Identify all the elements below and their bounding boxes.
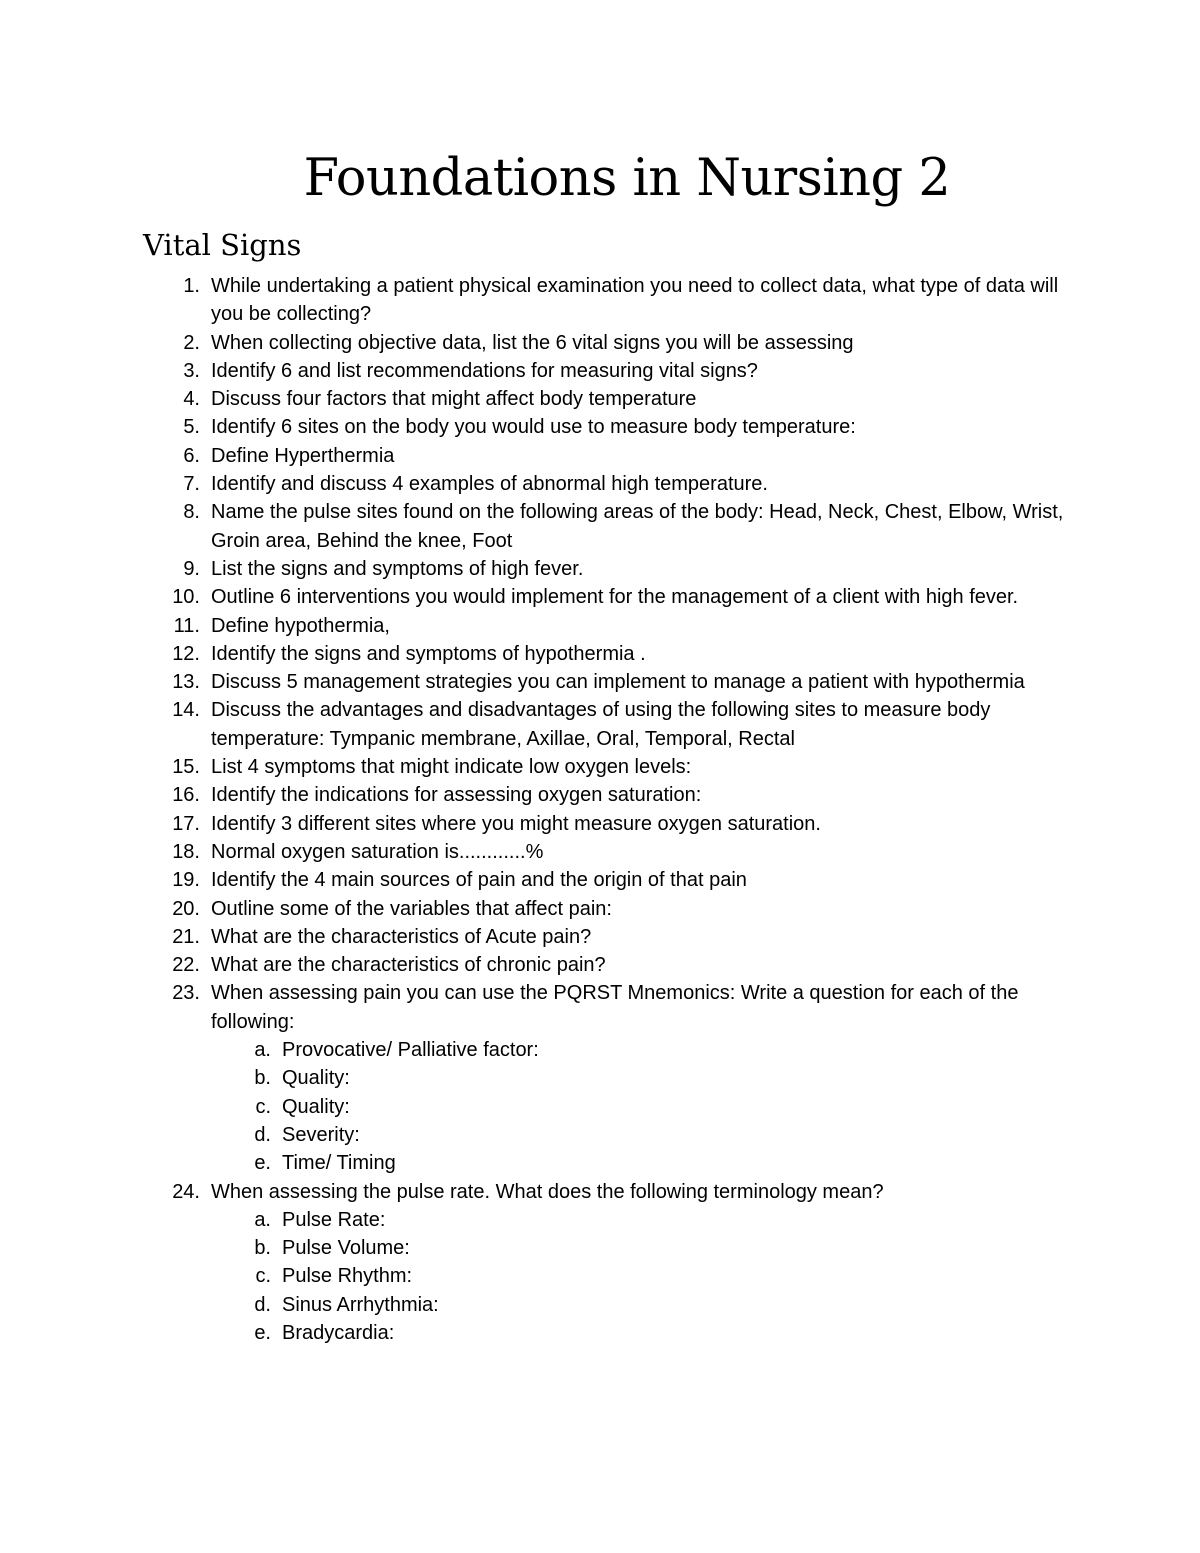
question-item <box>0 838 1071 866</box>
sub-question-item <box>0 1036 1071 1064</box>
sub-question-letter: d. <box>254 1123 271 1146</box>
sub-question-letter: e. <box>254 1152 271 1175</box>
sub-question-item <box>0 1093 1071 1121</box>
question-text: Discuss 5 management strategies you can implement to manage a patient with hypothermia <box>211 671 1025 694</box>
question-number: 14. <box>172 699 200 722</box>
question-number: 9. <box>183 557 200 580</box>
question-item <box>0 583 1071 611</box>
question-item <box>0 866 1071 894</box>
sub-question-text: Pulse Rhythm: <box>282 1265 413 1288</box>
question-item <box>0 329 1071 357</box>
section-heading: Vital Signs <box>143 228 302 262</box>
question-item <box>0 696 1071 753</box>
question-text: List the signs and symptoms of high fever. <box>211 557 584 580</box>
question-text: What are the characteristics of Acute pain? <box>211 925 592 948</box>
question-text: Identify the signs and symptoms of hypothermia . <box>211 642 646 665</box>
question-text: Define Hyperthermia <box>211 444 395 467</box>
question-number: 23. <box>172 982 200 1005</box>
sub-question-letter: c. <box>255 1095 271 1118</box>
sub-question-item <box>0 1262 1071 1290</box>
question-number: 6. <box>183 444 200 467</box>
sub-question-text: Pulse Volume: <box>282 1237 410 1260</box>
question-number: 18. <box>172 840 200 863</box>
question-item <box>0 895 1071 923</box>
sub-question-list <box>211 1036 1071 1177</box>
question-item <box>0 810 1071 838</box>
question-text: Identify 6 sites on the body you would use to measure body temperature: <box>211 416 856 439</box>
question-text: Identify and discuss 4 examples of abnormal high temperature. <box>211 473 768 496</box>
question-text: Discuss the advantages and disadvantages of using the following sites to measure body temperature: Tympanic membrane, Axillae, Oral, Temporal, Rectal <box>211 699 991 750</box>
sub-question-text: Quality: <box>282 1067 350 1090</box>
sub-question-text: Sinus Arrhythmia: <box>282 1293 439 1316</box>
question-number: 21. <box>172 925 200 948</box>
question-item <box>0 555 1071 583</box>
question-item <box>0 498 1071 555</box>
question-item <box>0 979 1071 1177</box>
question-text: Identify the indications for assessing oxygen saturation: <box>211 784 702 807</box>
question-text: Identify 3 different sites where you might measure oxygen saturation. <box>211 812 821 835</box>
question-text: Define hypothermia, <box>211 614 390 637</box>
question-item <box>0 923 1071 951</box>
question-number: 8. <box>183 501 200 524</box>
question-item <box>0 413 1071 441</box>
question-number: 1. <box>183 275 200 297</box>
sub-question-item <box>0 1064 1071 1092</box>
question-number: 24. <box>172 1180 200 1203</box>
question-number: 20. <box>172 897 200 920</box>
sub-question-item <box>0 1234 1071 1262</box>
sub-question-letter: e. <box>254 1321 271 1344</box>
sub-question-letter: b. <box>254 1237 271 1260</box>
sub-question-letter: b. <box>254 1067 271 1090</box>
question-text: When collecting objective data, list the 6 vital signs you will be assessing <box>211 331 854 354</box>
sub-question-item <box>0 1206 1071 1234</box>
question-text: List 4 symptoms that might indicate low oxygen levels: <box>211 756 692 779</box>
question-number: 13. <box>172 671 200 694</box>
question-item <box>0 753 1071 781</box>
question-number: 5. <box>183 416 200 439</box>
question-item <box>0 781 1071 809</box>
sub-question-text: Provocative/ Palliative factor: <box>282 1039 539 1062</box>
sub-question-item <box>0 1319 1071 1347</box>
sub-question-item <box>0 1121 1071 1149</box>
question-number: 15. <box>172 756 200 779</box>
question-number: 12. <box>172 642 200 665</box>
question-item <box>0 640 1071 668</box>
sub-question-item <box>0 1149 1071 1177</box>
question-number: 11. <box>173 614 200 637</box>
question-number: 3. <box>183 359 200 382</box>
question-item <box>0 357 1071 385</box>
question-text: Outline some of the variables that affect pain: <box>211 897 612 920</box>
question-text: Discuss four factors that might affect body temperature <box>211 388 697 411</box>
question-number: 2. <box>183 331 200 354</box>
sub-question-list <box>211 1206 1071 1347</box>
sub-question-text: Time/ Timing <box>282 1152 396 1175</box>
question-item <box>0 470 1071 498</box>
question-text: Identify 6 and list recommendations for measuring vital signs? <box>211 359 758 382</box>
question-number: 19. <box>172 869 200 892</box>
question-list <box>0 272 1200 1347</box>
question-item <box>0 668 1071 696</box>
question-text: Outline 6 interventions you would implement for the management of a client with high fever. <box>211 586 1019 609</box>
question-number: 22. <box>172 954 200 977</box>
sub-question-text: Pulse Rate: <box>282 1208 386 1231</box>
question-item <box>0 385 1071 413</box>
question-number: 17. <box>172 812 200 835</box>
question-text: Name the pulse sites found on the following areas of the body: Head, Neck, Chest, Elbow, Wrist, Groin area, Behind the knee, Foot <box>211 501 1064 552</box>
sub-question-letter: d. <box>254 1293 271 1316</box>
sub-question-text: Quality: <box>282 1095 350 1118</box>
sub-question-text: Severity: <box>282 1123 360 1146</box>
question-item <box>0 612 1071 640</box>
question-text: When assessing the pulse rate. What does the following terminology mean? <box>211 1180 884 1203</box>
sub-question-text: Bradycardia: <box>282 1321 395 1344</box>
question-text: While undertaking a patient physical examination you need to collect data, what type of data will you be collecting? <box>211 275 1059 326</box>
question-text: Normal oxygen saturation is............% <box>211 840 544 863</box>
question-item <box>0 442 1071 470</box>
question-number: 10. <box>172 586 200 609</box>
question-number: 4. <box>183 388 200 411</box>
question-text: Identify the 4 main sources of pain and the origin of that pain <box>211 869 747 892</box>
question-item <box>0 272 1071 329</box>
question-item <box>0 951 1071 979</box>
sub-question-item <box>0 1291 1071 1319</box>
question-text: What are the characteristics of chronic pain? <box>211 954 606 977</box>
sub-question-letter: a. <box>254 1039 271 1062</box>
question-number: 7. <box>183 473 200 496</box>
sub-question-letter: c. <box>255 1265 271 1288</box>
question-number: 16. <box>172 784 200 807</box>
sub-question-letter: a. <box>254 1208 271 1231</box>
document-title: Foundations in Nursing 2 <box>303 149 951 208</box>
question-item <box>0 1178 1071 1348</box>
question-text: When assessing pain you can use the PQRST Mnemonics: Write a question for each of the following: <box>211 982 1019 1033</box>
